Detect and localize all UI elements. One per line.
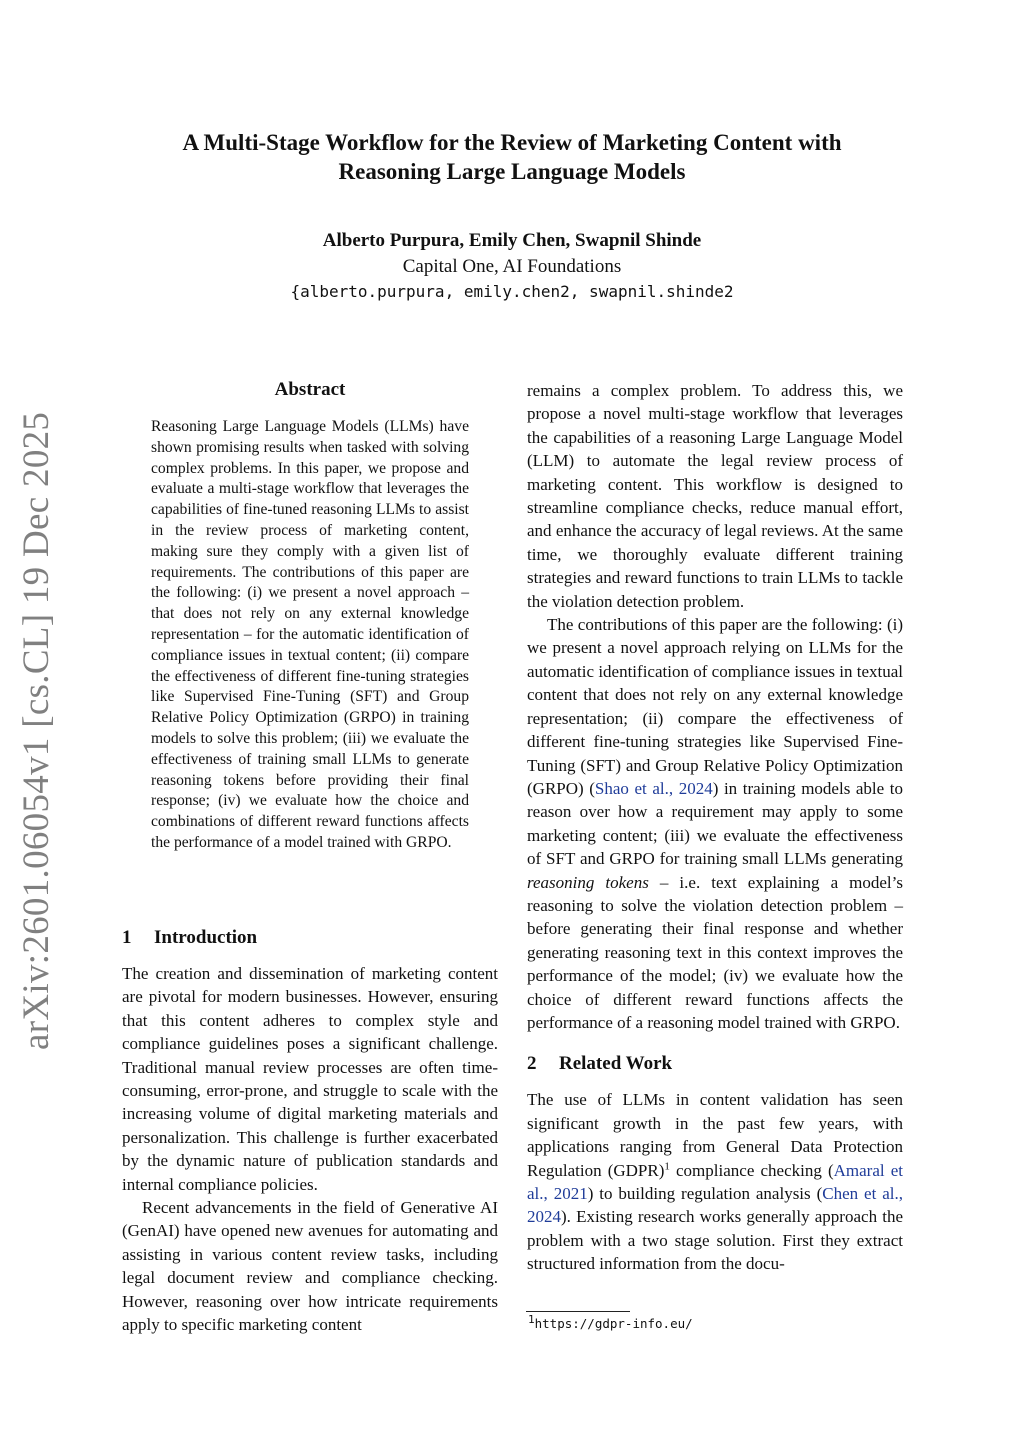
author-block — [130, 228, 894, 305]
author-names: Alberto Purpura, Emily Chen, Swapnil Shinde — [322, 230, 702, 251]
footnote-number: 1 — [528, 1312, 535, 1326]
related-text-b: compliance checking ( — [669, 1160, 834, 1180]
author-affiliation: Capital One, AI Foundations — [402, 256, 622, 277]
footnote-url[interactable]: https://gdpr-info.eu/ — [534, 1316, 693, 1331]
footnote-marker[interactable]: 1 — [664, 1159, 670, 1172]
contributions-text-c: – i.e. text explaining a model’s reasoning to solve the violation detection problem – before generating their final response and whether generating reasoning text in this context improves the performance of the model; (iv) we evaluate how the choice of different reward functions affects the performance of a reasoning model trained with GRPO. — [527, 872, 903, 1032]
left-column — [122, 926, 498, 1337]
contributions-emphasis: reasoning tokens — [527, 872, 649, 892]
right-column — [527, 379, 903, 1276]
section-heading-introduction — [122, 926, 498, 950]
contributions-text-b: ) in training models able to reason over how a requirement may apply to some marketing content; (iii) we evaluate the effectiveness of SFT and GRPO for training small LLMs generating — [527, 778, 903, 869]
related-text-c: ) to building regulation analysis ( — [587, 1184, 823, 1203]
footnote — [528, 1312, 693, 1333]
related-work-paragraph-1 — [527, 1088, 903, 1275]
citation-link-shao[interactable]: Shao et al., 2024 — [594, 778, 713, 798]
section-title: Introduction — [154, 927, 258, 948]
citation-link-chen[interactable]: Chen et al., 2024 — [527, 1184, 904, 1227]
intro-paragraph-2-continued: remains a complex problem. To address this, we propose a novel multi-stage workflow that leverages the capabilities of a reasoning Large Language Model (LLM) to automate the legal review process of marketing content. This workflow is designed to streamline compliance checks, reduce manual effort, and enhance the accuracy of legal reviews. At the same time, we thoroughly evaluate different training strategies and reward functions to train LLMs to tackle the violation detection problem. — [527, 381, 903, 611]
citation-link-amaral[interactable]: Amaral et al., 2021 — [527, 1160, 903, 1203]
section-title: Related Work — [559, 1053, 673, 1075]
intro-contributions-paragraph — [527, 613, 903, 1034]
related-text-a: The use of LLMs in content validation has seen significant growth in the past few years, with applications ranging from General Data Protection Regulation (GDPR) — [527, 1090, 903, 1180]
contributions-text-a: The contributions of this paper are the following: (i) we present a novel approach relying on LLMs for the automatic identification of compliance issues in textual content that does not rely on any external knowledge representation; (ii) compare the effectiveness of different fine-tuning strategies like Supervised Fine-Tuning (SFT) and Group Relative Policy Optimization (GRPO) ( — [527, 615, 903, 798]
author-emails: {alberto.purpura, emily.chen2, swapnil.shinde2 — [290, 282, 734, 301]
section-number: 1 — [122, 927, 132, 948]
section-number: 2 — [527, 1053, 537, 1075]
abstract-text: Reasoning Large Language Models (LLMs) have shown promising results when tasked with solving complex problems. In this paper, we propose and evaluate a multi-stage workflow that leverages the capabilities of fine-tuned reasoning LLMs to assist in the review process of marketing content, making sure they comply with a given list of requirements. The contributions of this paper are the following: (i) we present a novel approach – that does not rely on any external knowledge representation – for the automatic identification of compliance issues in textual content; (ii) compare the effectiveness of different fine-tuning strategies like Supervised Fine-Tuning (SFT) and Group Relative Policy Optimization (GRPO) in training models to solve this problem; (iii) we evaluate the effectiveness of training small LLMs to generate reasoning tokens before providing their final response; (iv) we evaluate how the choice and combinations of different reward functions affects the performance of a model trained with GRPO. — [151, 418, 469, 851]
intro-paragraph-1: The creation and dissemination of marketing content are pivotal for modern businesses. However, ensuring that this content adheres to complex style and compliance guidelines poses a significant challenge. Traditional manual review processes are often time-consuming, error-prone, and struggle to scale with the increasing volume of digital marketing materials and personalization. This challenge is further exacerbated by the dynamic nature of publication standards and internal compliance policies. — [122, 964, 498, 1194]
abstract-heading: Abstract — [274, 379, 346, 400]
intro-paragraph-2: Recent advancements in the field of Generative AI (GenAI) have opened new avenues for automating and assisting in various content review tasks, including legal document review and compliance checking. However, reasoning over how intricate requirements apply to specific marketing content — [122, 1198, 498, 1335]
section-heading-related-work — [527, 1052, 903, 1076]
arxiv-identifier: arXiv:2601.06054v1 [cs.CL] 19 Dec 2025 — [16, 411, 57, 1050]
footnote-divider — [526, 1311, 630, 1312]
paper-title: A Multi-Stage Workflow for the Review of Marketing Content with Reasoning Large Language Models — [182, 130, 842, 184]
related-text-d: ). Existing research works generally approach the problem with a two stage solution. First they extract structured information from the docu- — [527, 1207, 903, 1274]
